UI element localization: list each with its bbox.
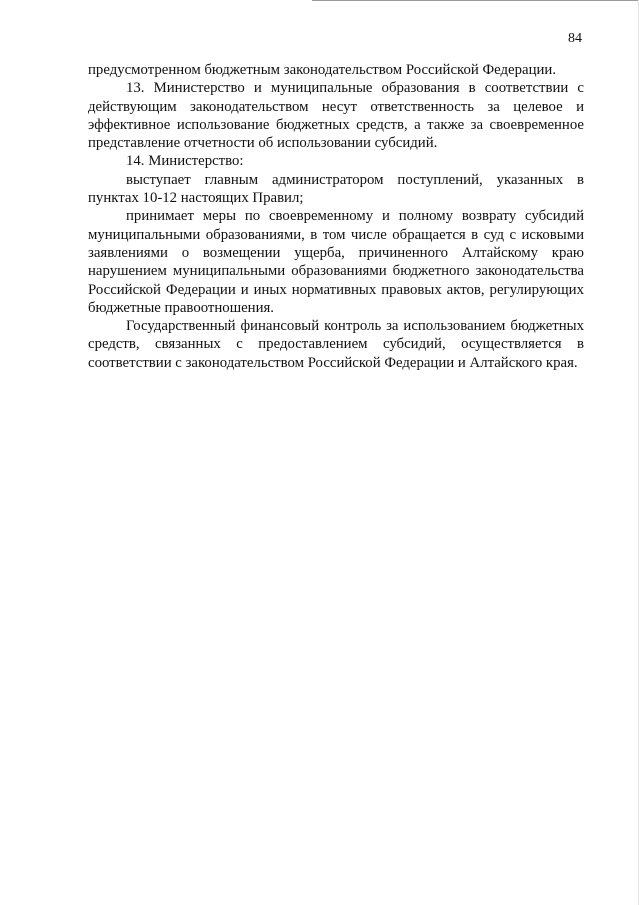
paragraph-administrator: выступает главным администратором поступлений, указанных в пунктах 10-12 настоящих Правил;	[88, 171, 584, 207]
document-body	[88, 61, 584, 372]
paragraph-continuation: предусмотренном бюджетным законодательством Российской Федерации.	[88, 62, 557, 78]
scan-border-line	[312, 0, 639, 1]
page-number: 84	[568, 31, 582, 46]
paragraph-refund-measures: принимает меры по своевременному и полному возврату субсидий муниципальными образованиями, в том числе обращается в суд с исковыми заявлениями о возмещении ущерба, причиненного Алтайскому краю нарушением муниципальными образованиями бюджетного законодательства Российской Федерации и иных нормативных правовых актов, регулирующих бюджетные правоотношения.	[88, 208, 584, 316]
paragraph-financial-control: Государственный финансовый контроль за использованием бюджетных средств, связанных с предоставлением субсидий, осуществляется в соответствии с законодательством Российской Федерации и Алтайского края.	[88, 318, 584, 371]
paragraph-item-14: 14. Министерство:	[126, 153, 244, 170]
paragraph-item-13: 13. Министерство и муниципальные образования в соответствии с действующим законодательством несут ответственность за целевое и эффективное использование бюджетных средств, а также за своевременное представление отчетности об использовании субсидий.	[88, 80, 584, 152]
